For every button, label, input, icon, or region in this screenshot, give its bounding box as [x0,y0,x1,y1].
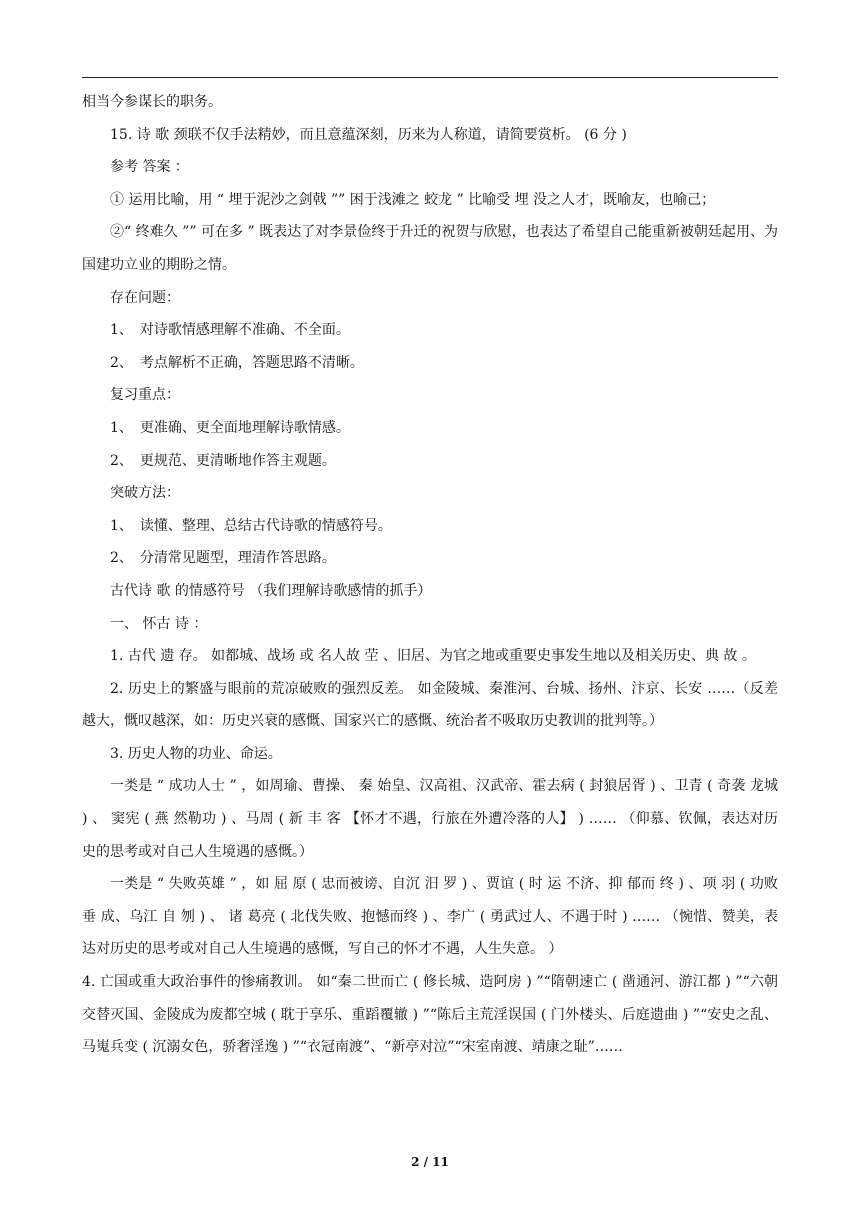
review-focus-item: 2、 更规范、更清晰地作答主观题。 [110,452,336,469]
paragraph: 4. 亡国或重大政治事件的惨痛教训。 如“秦二世而亡 ( 修长城、造阿房 ) ”“隋朝速亡 ( 凿通河、游江都 ) ”“六朝交替灭国、金陵成为废都空城 ( 耽于享乐、重蹈覆辙 ) ”“陈后主荒淫误国 ( 门外楼头、后庭遗曲 ) ”“安史之乱、马嵬兵变 ( 沉溺女色，骄奢淫逸 ) ”“衣冠南渡”、“新亭对泣”“宋室南渡、靖康之耻”…… [82,974,778,1056]
paragraph: 3. 历史人物的功业、命运。 [110,745,282,762]
paragraph: 一类是 “ 成功人士 ” ，如周瑜、曹操、 秦 始皇、汉高祖、汉武帝、霍去病 ( 封狼居胥 ) 、卫青 ( 奇袭 龙城 ) 、 窦宪 ( 燕 然勒功 ) 、马周 ( 新 丰 客 【怀才不遇，行旅在外遭冷落的人】 ) …… （仰慕、钦佩，表达对历史的思考或对自己人生境遇的感慨。） [82,778,778,860]
subsection-title: 一、 怀古 诗 ： [110,615,208,632]
reference-answer-heading: 参考 答案 ： [110,159,189,176]
document-body [82,86,778,1064]
question-15: 15. 诗 歌 颈联不仅手法精妙，而且意蕴深刻，历来为人称道，请简要赏析。 (6 分 ) [110,126,627,143]
problem-item: 2、 考点解析不正确，答题思路不清晰。 [110,354,364,371]
paragraph: 一类是 “ 失败英雄 ” ，如 屈 原 ( 忠而被谤、自沉 汨 罗 ) 、贾谊 ( 时 运 不济、抑 郁而 终 ) 、项 羽 ( 功败 垂 成、乌江 自 刎 ) 、 诸 葛亮 ( 北伐失败、抱憾而终 ) 、李广 ( 勇武过人、不遇于时 ) …… （惋惜、赞美，表达对历史的思考或对自己人生境遇的感慨，写自己的怀才不遇，人生失意。 ） [82,876,778,958]
paragraph: 1. 古代 遗 存。 如都城、战场 或 名人故 茔 、旧居、为官之地或重要史事发生地以及相关历史、典 故 。 [110,648,756,665]
method-item: 2、 分清常见题型，理清作答思路。 [110,550,336,567]
review-focus-heading: 复习重点： [110,387,180,404]
section-title: 古代诗 歌 的情感符号 （我们理解诗歌感情的抓手） [110,582,432,599]
text-line: 相当今参谋长的职务。 [82,94,222,110]
page-number: 2 / 11 [411,1155,449,1169]
review-focus-item: 1、 更准确、更全面地理解诗歌情感。 [110,419,350,436]
answer-point-1: ① 运用比喻，用 “ 埋于泥沙之剑戟 ”” 困于浅滩之 蛟龙 ” 比喻受 埋 没之人才，既喻友，也喻己； [110,191,716,208]
method-heading: 突破方法： [110,485,180,502]
header-rule [82,77,778,78]
problem-item: 1、 对诗歌情感理解不准确、不全面。 [110,322,350,339]
method-item: 1、 读懂、整理、总结古代诗歌的情感符号。 [110,517,392,534]
problems-heading: 存在问题： [110,289,180,306]
answer-point-2: ②“ 终难久 ”” 可在多 ” 既表达了对李景俭终于升迁的祝贺与欣慰，也表达了希望自己能重新被朝廷起用、为国建功立业的期盼之情。 [82,224,778,273]
paragraph: 2. 历史上的繁盛与眼前的荒凉破败的强烈反差。 如金陵城、秦淮河、台城、扬州、汴京、长安 ……（反差越大，慨叹越深，如：历史兴衰的感慨、国家兴亡的感慨、统治者不吸取历史教训的批判等。） [82,680,778,730]
